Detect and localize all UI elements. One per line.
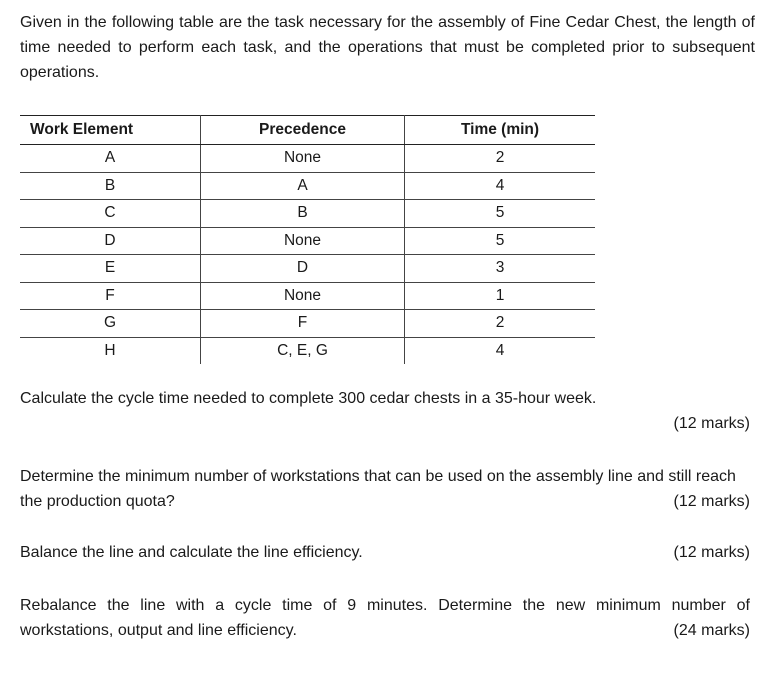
table-row [20,172,595,200]
cell-precedence: C, E, G [201,337,405,364]
question-text: Determine the minimum number of workstations that can be used on the assembly line and still reach the production quota? [20,468,736,510]
cell-time: 5 [405,227,596,255]
cell-time: 4 [405,172,596,200]
header-precedence: Precedence [201,116,405,145]
cell-work-element: D [20,227,201,255]
question-text: Calculate the cycle time needed to complete 300 cedar chests in a 35-hour week. [20,390,597,407]
cell-work-element: A [20,145,201,173]
question-text: Rebalance the line with a cycle time of 9 minutes. Determine the new minimum number of workstations, output and line efficiency. [20,597,750,639]
cell-work-element: F [20,282,201,310]
question-marks: (24 marks) [673,622,750,639]
table-header-row [20,116,595,145]
question-cycle-time [20,386,750,432]
cell-precedence: D [201,255,405,283]
cell-time: 1 [405,282,596,310]
table-row [20,282,595,310]
header-work-element: Work Element [20,116,201,145]
header-time: Time (min) [405,116,596,145]
question-balance-line [20,540,750,565]
table-row [20,200,595,228]
question-min-workstations [20,464,750,514]
cell-time: 2 [405,310,596,338]
cell-precedence: A [201,172,405,200]
cell-work-element: H [20,337,201,364]
question-marks: (12 marks) [673,493,750,510]
table-row [20,227,595,255]
cell-work-element: B [20,172,201,200]
cell-work-element: E [20,255,201,283]
cell-time: 5 [405,200,596,228]
table-row [20,145,595,173]
cell-precedence: None [201,227,405,255]
cell-precedence: None [201,145,405,173]
intro-paragraph: Given in the following table are the task necessary for the assembly of Fine Cedar Chest, the length of time needed to perform each task, and the operations that must be completed prior to subsequent operations. [20,14,755,81]
cell-precedence: None [201,282,405,310]
cell-time: 4 [495,341,505,359]
question-marks: (12 marks) [673,544,750,561]
cell-work-element: C [20,200,201,228]
question-text: Balance the line and calculate the line efficiency. [20,544,363,561]
question-rebalance-line [20,593,750,643]
cell-time: 2 [405,145,596,173]
table-row [20,337,595,364]
question-marks: (12 marks) [673,415,750,432]
cell-work-element: G [20,310,201,338]
cell-time: 3 [405,255,596,283]
table-row [20,255,595,283]
table-row [20,310,595,338]
cell-precedence: F [201,310,405,338]
cell-precedence: B [201,200,405,228]
task-table [20,115,595,364]
